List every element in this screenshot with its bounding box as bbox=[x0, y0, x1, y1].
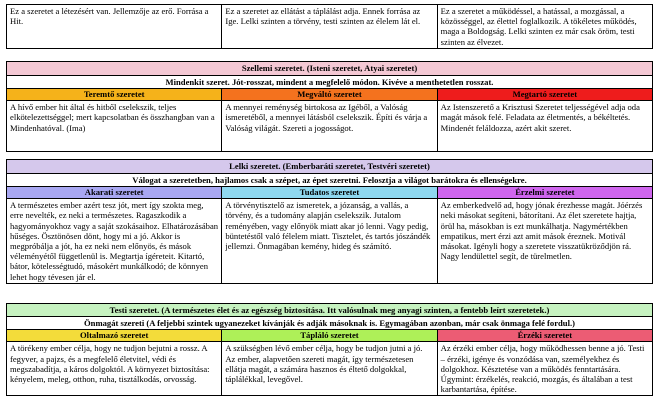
label-oltalmazo: Oltalmazó szeretet bbox=[7, 330, 222, 342]
text-tudatos: A törvénytisztelő az ismeretek, a józanság, a vallás, a törvény, és a tudomány alapján cselekszik. Jutalom reményében, vagy előnyök miatt akar jó lenni. Vagy pedig, büntetéstől való félelem miatt. Tisztelet, és tartós jószándék jellemzi. Önmagában kemény, hideg és számító. bbox=[222, 199, 437, 284]
top-cell-word: Ez a szeretet az ellátást a táplálást adja. Ennek forrása az Ige. Lelki szinten a törvény, testi szinten az élelem lát el. bbox=[222, 5, 437, 49]
soul-title: Lelki szeretet. (Emberbaráti szeretet, Testvéri szeretet) bbox=[7, 160, 653, 174]
label-akarati: Akarati szeretet bbox=[7, 187, 222, 199]
label-erzeki: Érzéki szeretet bbox=[437, 330, 652, 342]
spiritual-subtitle: Mindenkit szeret. Jót-rosszat, mindent a megfelelő módon. Kivéve a menthetetlen rosszat. bbox=[7, 76, 653, 89]
text-akarati: A természetes ember azért tesz jót, mert így szokta meg, erre nevelték, ez neki a természetes. Ragaszkodik a hagyományokhoz vagy a saját szokásaihoz. Elhatározásában hűséges. Ösztönösen dönt, hogy mi a jó. Akkor is megpróbálja a jót, ha ez neki nem előnyös, és mások véleményétől függetlenül is. Megtartja ígéreteit. Kitartó, bátor, kötelességtudó, másokért munkálkodó; de könnyen lehet hogy tévesen jár el. bbox=[7, 199, 222, 284]
soul-love-table bbox=[6, 159, 653, 284]
top-cell-life: Ez a szeretet a működéssel, a hatással, a mozgással, a közösséggel, az élettel foglalkozik. A tökéletes működés, maga a Boldogság. Lelki szinten ez már csak öröm, testi szinten az élvezet. bbox=[437, 5, 652, 49]
label-megvalto: Megváltó szeretet bbox=[222, 89, 437, 101]
body-subtitle: Önmagát szereti (A feljebbi szintek ugyanezeket kívánják és adják másoknak is. Egymagában azonban, már csak önmaga felé fordul.) bbox=[7, 317, 653, 330]
text-megvalto: A mennyei reménység birtokosa az Igéből, a Valóság ismeretéből, a mennyei látásból cselekszik. Építi és várja a Valóság világát. Szereti a jogosságot. bbox=[222, 101, 437, 152]
label-teremto: Teremtő szeretet bbox=[7, 89, 222, 101]
label-megtarto: Megtartó szeretet bbox=[437, 89, 652, 101]
text-oltalmazo: A törékeny ember célja, hogy ne tudjon bejutni a rossz. A fegyver, a pajzs, és a megfelelő életvitel, védi és megszabadítja, a káros dolgoktól. A környezet biztosítása: kényelem, meleg, otthon, ruha, tisztálkodás, orvosság. bbox=[7, 342, 222, 396]
spiritual-love-table bbox=[6, 61, 653, 152]
label-tudatos: Tudatos szeretet bbox=[222, 187, 437, 199]
text-erzeki: Az érzéki ember célja, hogy működhessen benne a jó. Testi – érzéki, igénye és vonzódása van, személyekhez és dolgokhoz. Késztetése van a működés fenntartására. Úgymint: érzékelés, reakció, mozgás, és általában a test karbantartása, építése. bbox=[437, 342, 652, 396]
label-erzelmi: Érzelmi szeretet bbox=[437, 187, 652, 199]
spiritual-title: Szellemi szeretet. (Isteni szeretet, Atyai szeretet) bbox=[7, 62, 653, 76]
text-taplalo: A szükségben lévő ember célja, hogy be tudjon jutni a jó. Az ember, alapvetően szereti magát, így természetesen ellátja magát, a számára hasznos és éltető dolgokkal, táplálékkal, levegővel. bbox=[222, 342, 437, 396]
text-megtarto: Az Istenszerető a Krisztusi Szeretet teljességével adja oda magát mások felé. Feladata az életmentés, a békéltetés. Mindenét feláldozza, azért akit szeret. bbox=[437, 101, 652, 152]
top-row-table bbox=[6, 4, 653, 49]
text-teremto: A hívő ember hit által és hitből cselekszik, teljes elkötelezettséggel; mert kapcsolatban és összhangban van a Mindenhatóval. (Ima) bbox=[7, 101, 222, 152]
body-love-table bbox=[6, 303, 653, 396]
top-cell-faith: Ez a szeretet a létezésért van. Jellemzője az erő. Forrása a Hit. bbox=[7, 5, 222, 49]
text-erzelmi: Az emberkedvelő ad, hogy jónak érezhesse magát. Jóérzés neki másokat segíteni, bátorítani. Az élet szeretete hajtja, örül ha, másokban is ezt munkálhatja. Nagymértékben empatikus, mert érzi azt amit mások éreznek. Motivál másokat. Igényli hogy a szeretete visszatükröződjön rá. Nagy lendülettel segít, de türelmetlen. bbox=[437, 199, 652, 284]
soul-subtitle: Válogat a szeretetben, hajlamos csak a szépet, az épet szeretni. Felosztja a világot barátokra és ellenségekre. bbox=[7, 174, 653, 187]
body-title: Testi szeretet. (A természetes élet és az egészség biztosítása. Itt valósulnak meg anyagi szinten, a fentebb leírt szeretetek.) bbox=[7, 304, 653, 317]
label-taplalo: Tápláló szeretet bbox=[222, 330, 437, 342]
